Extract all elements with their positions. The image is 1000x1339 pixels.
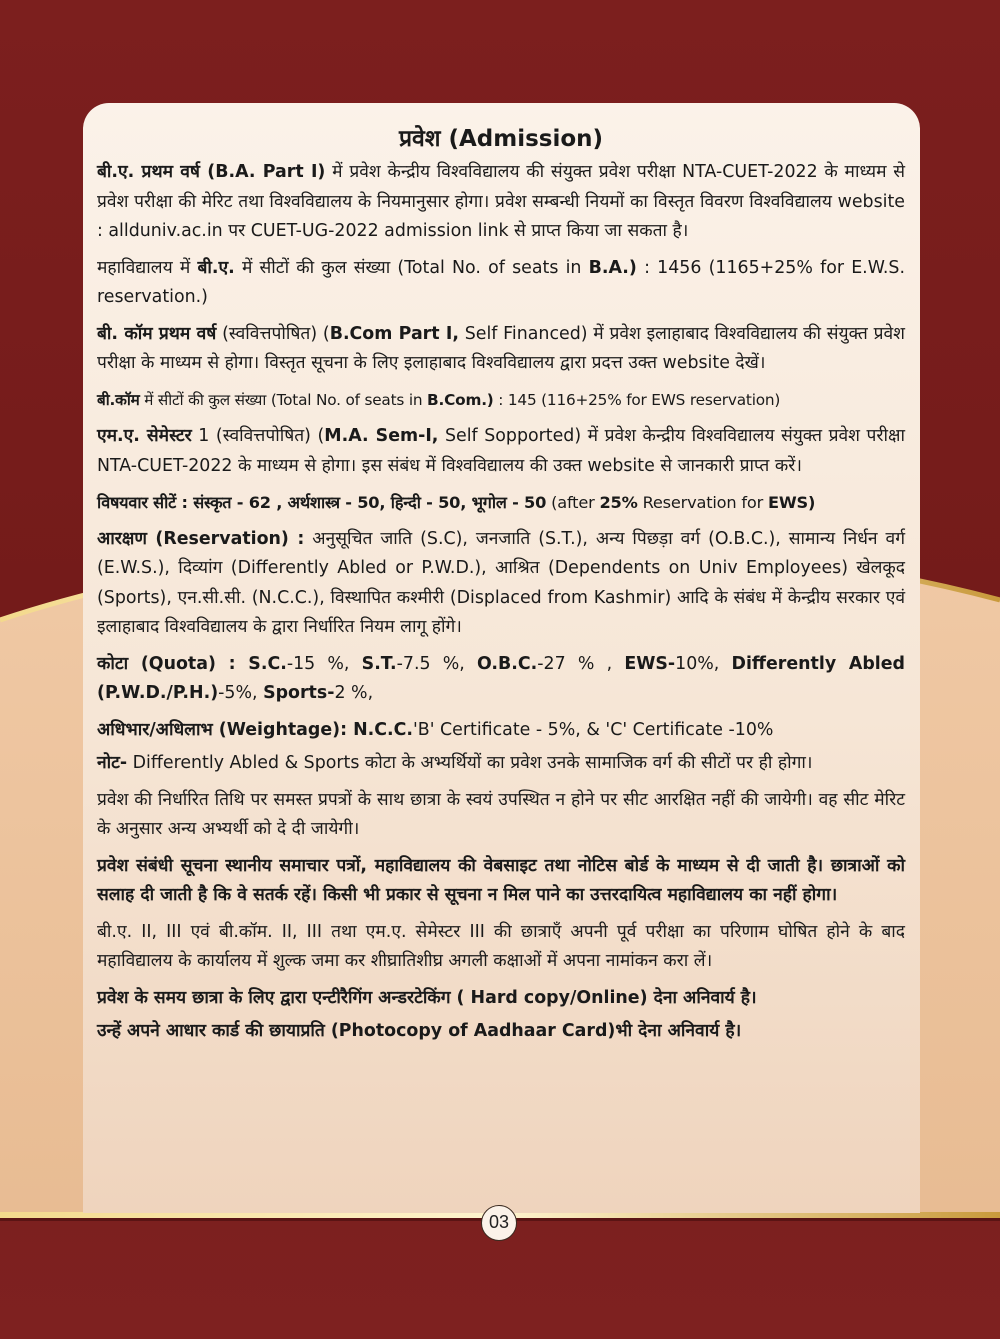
bcom-seats-label: बी.कॉम — [97, 390, 140, 409]
reservation-label: आरक्षण (Reservation) : — [97, 528, 305, 549]
aadhaar-paragraph: उन्हें अपने आधार कार्ड की छायाप्रति (Photocopy of Aadhaar Card)भी देना अनिवार्य है। — [97, 1021, 742, 1041]
subject-seats-label: विषयवार सीटें : संस्कृत - 62 , अर्थशास्त्र - 50, हिन्दी - 50, भूगोल - 50 — [97, 493, 547, 512]
bcom-seats-label-en: B.Com.) — [427, 390, 494, 409]
quota-paragraph — [97, 650, 905, 709]
subject-seats-text-1: (after — [546, 493, 600, 512]
reservation-text: अनुसूचित जाति (S.C), जनजाति (S.T.), अन्य पिछड़ा वर्ग (O.B.C.), सामान्य निर्धन वर्ग (E.W.S.), दिव्यांग (Differently Abled or P.W.D.), आश्रित (Dependents on Univ Employees) खेलकूद (Sports), एन.सी.सी. (N.C.C.), विस्थापित कश्मीरी (Displaced from Kashmir) आदि के संबंध में केन्द्रीय सरकार एवं इलाहाबाद विश्वविद्यालय के द्वारा निर्धारित नियम लागू होंगे। — [97, 528, 905, 637]
weightage-text: 'B' Certificate - 5%, & 'C' Certificate -10% — [413, 719, 774, 740]
page-title: प्रवेश (Admission) — [398, 126, 604, 152]
ba-admission-paragraph — [97, 158, 905, 247]
quota-label: कोटा (Quota) : S.C. — [97, 653, 287, 674]
note-label: नोट- — [97, 753, 128, 773]
ma-admission-paragraph — [97, 422, 905, 481]
page-number: 03 — [481, 1205, 517, 1241]
bcom-admission-paragraph — [97, 320, 905, 379]
enrolment-paragraph: बी.ए. II, III एवं बी.कॉम. II, III तथा एम.ए. सेमेस्टर III की छात्राएँ अपनी पूर्व परीक्षा का परिणाम घोषित होने के बाद महाविद्यालय के कार्यालय में शुल्क जमा कर शीघ्रातिशीघ्र अगली कक्षाओं में अपना नामांकन करा लें। — [97, 921, 905, 971]
subject-seats-percent: 25% — [599, 493, 638, 512]
weightage-paragraph — [97, 716, 905, 746]
ba-seats-paragraph — [97, 254, 905, 313]
quota-st: -7.5 %, — [396, 653, 478, 674]
bcom-seats-text: में सीटों की कुल संख्या (Total No. of seats in — [139, 390, 428, 409]
ma-text-2: Self Sopported) में प्रवेश केन्द्रीय विश्वविद्यालय संयुक्त प्रवेश परीक्षा NTA-CUET-2022 के माध्यम से होगा। इस संबंध में विश्वविद्यालय की उक्त website से जानकारी प्राप्त करें। — [97, 426, 906, 476]
ba-label: बी.ए. प्रथम वर्ष (B.A. Part I) — [97, 162, 326, 182]
ba-seats-label-en: B.A.) — [588, 257, 637, 278]
ba-text: में प्रवेश केन्द्रीय विश्वविद्यालय की संयुक्त प्रवेश परीक्षा NTA-CUET-2022 के माध्यम से प्रवेश परीक्षा की मेरिट तथा विश्वविद्यालय के नियमानुसार होगा। प्रवेश सम्बन्धी नियमों का विस्तृत विवरण विश्वविद्यालय website : allduniv.ac.in पर CUET-UG-2022 admission link से प्राप्त किया जा सकता है। — [97, 162, 905, 241]
ma-text-1: 1 (स्ववित्तपोषित) ( — [191, 426, 325, 446]
subject-seats-paragraph — [97, 488, 905, 518]
note-paragraph — [97, 749, 905, 779]
quota-ews: 10%, — [675, 653, 732, 674]
attendance-paragraph: प्रवेश की निर्धारित तिथि पर समस्त प्रपत्रों के साथ छात्रा के स्वयं उपस्थित न होने पर सीट आरक्षित नहीं की जायेगी। वह सीट मेरिट के अनुसार अन्य अभ्यर्थी को दे दी जायेगी। — [97, 789, 905, 839]
ba-seats-label: बी.ए. — [197, 257, 235, 278]
quota-pwd: -5%, — [218, 683, 264, 703]
ma-label: एम.ए. सेमेस्टर — [97, 426, 192, 446]
bcom-seats-count: : 145 (116+25% for EWS reservation) — [493, 390, 781, 409]
quota-sports: 2 %, — [334, 683, 374, 703]
bcom-text-1: (स्ववित्तपोषित) ( — [216, 323, 330, 344]
notice-paragraph: प्रवेश संबंधी सूचना स्थानीय समाचार पत्रों, महाविद्यालय की वेबसाइट तथा नोटिस बोर्ड के माध्यम से दी जाती है। छात्राओं को सलाह दी जाती है कि वे सतर्क रहें। किसी भी प्रकार से सूचना न मिल पाने का उत्तरदायित्व महाविद्यालय का नहीं होगा। — [97, 855, 905, 905]
ba-seats-text-1: महाविद्यालय में — [97, 257, 198, 278]
weightage-label: अधिभार/अधिलाभ (Weightage): N.C.C. — [97, 719, 413, 740]
note-text: Differently Abled & Sports कोटा के अभ्यर्थियों का प्रवेश उनके सामाजिक वर्ग की सीटों पर ही होगा। — [127, 753, 813, 773]
quota-pwd-label: Differently Abled (P.W.D./P.H.) — [97, 653, 906, 703]
quota-sports-label: Sports- — [263, 683, 335, 703]
bcom-text-2: Self Financed) में प्रवेश इलाहाबाद विश्वविद्यालय की संयुक्त प्रवेश परीक्षा के माध्यम से होगा। विस्तृत सूचना के लिए इलाहाबाद विश्वविद्यालय द्वारा प्रदत्त उक्त website देखें। — [97, 323, 905, 373]
subject-seats-text-2: Reservation for — [637, 493, 768, 512]
quota-obc: -27 % , — [537, 653, 625, 674]
reservation-paragraph — [97, 525, 905, 643]
antiragging-paragraph: प्रवेश के समय छात्रा के लिए द्वारा एन्टीरैगिंग अन्डरटेकिंग ( Hard copy/Online) देना अनिवार्य है। — [97, 987, 757, 1008]
bcom-seats-paragraph — [97, 386, 905, 416]
subject-seats-ews: EWS) — [767, 493, 816, 512]
ma-label-en: M.A. Sem-I, — [324, 426, 439, 446]
quota-st-label: S.T. — [361, 653, 397, 674]
bcom-label: बी. कॉम प्रथम वर्ष — [97, 323, 217, 344]
bcom-label-en: B.Com Part I, — [329, 323, 459, 344]
quota-obc-label: O.B.C. — [477, 653, 538, 674]
quota-ews-label: EWS- — [624, 653, 676, 674]
ba-seats-count: : 1456 (1165+25% for E.W.S. reservation.) — [97, 257, 905, 307]
ba-seats-text-2: में सीटों की कुल संख्या (Total No. of seats in — [234, 257, 589, 278]
admission-content — [97, 122, 905, 1054]
quota-sc: -15 %, — [286, 653, 362, 674]
